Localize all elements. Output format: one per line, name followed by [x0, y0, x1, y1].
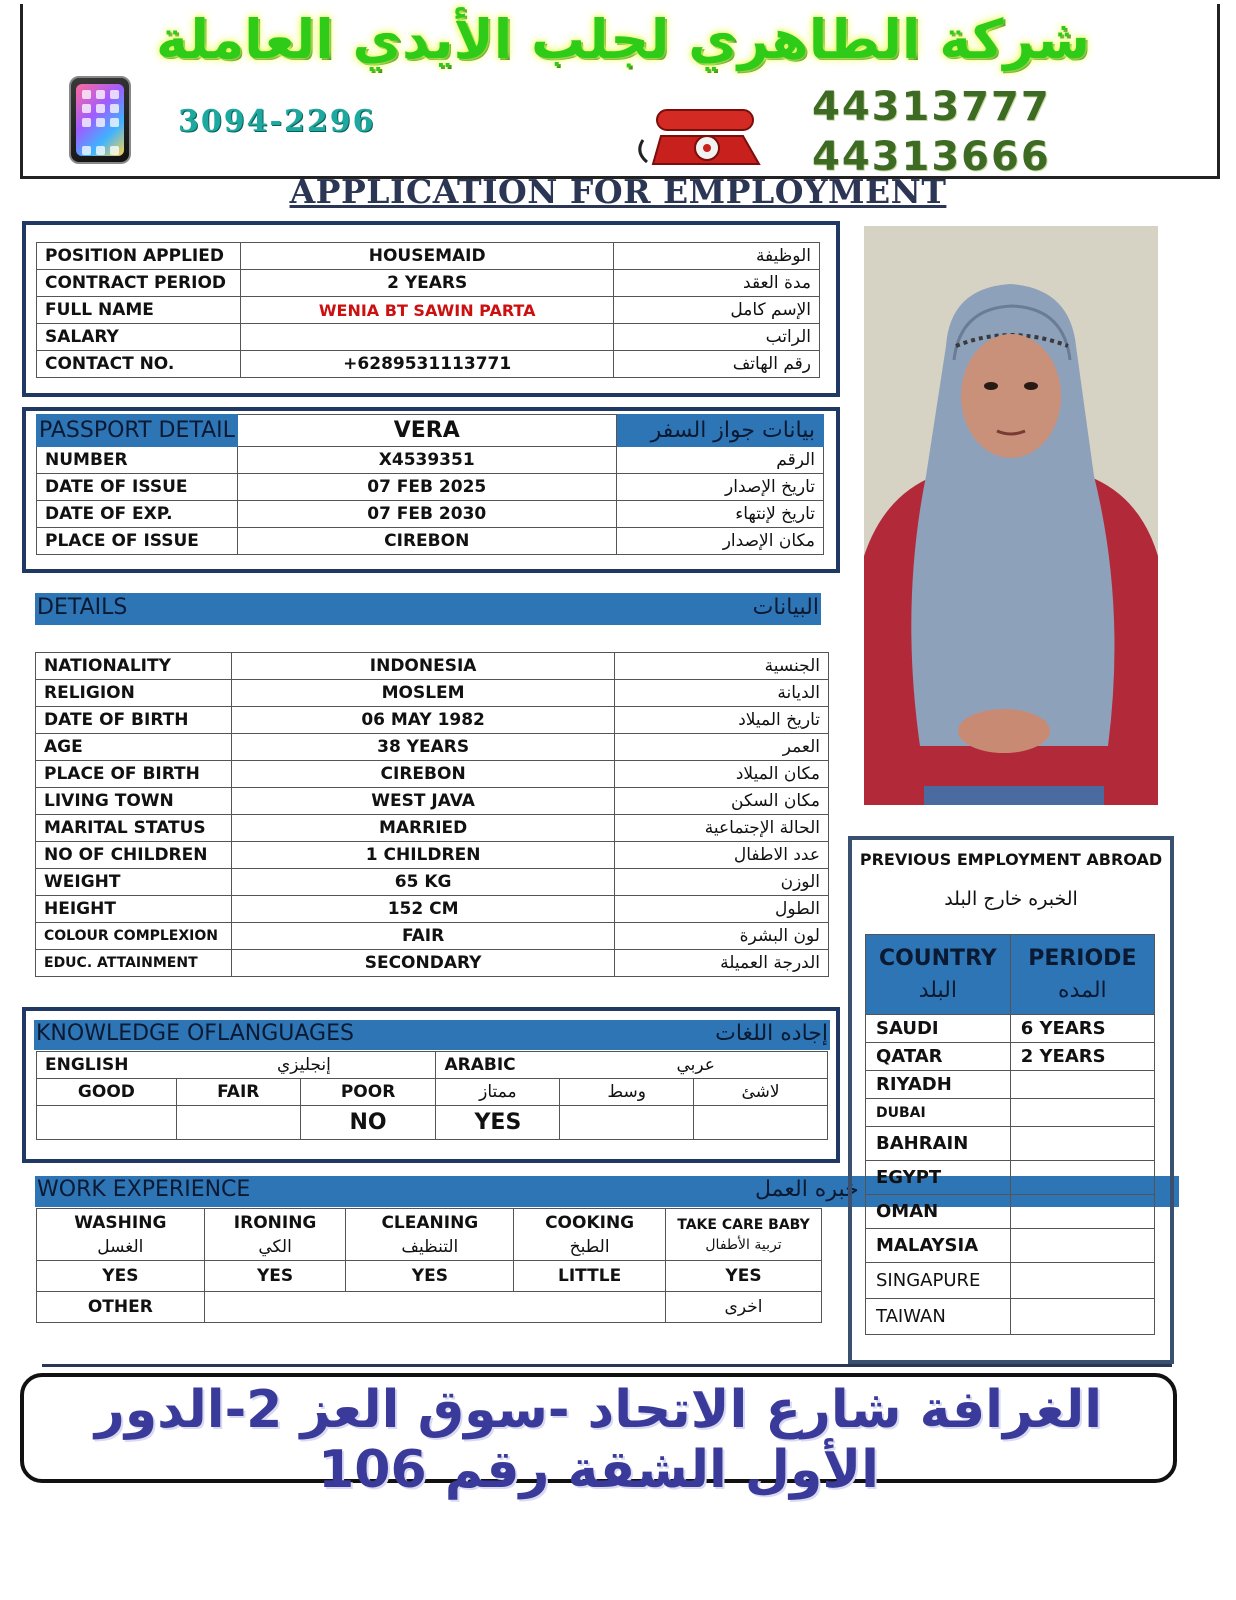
table-row — [36, 896, 829, 923]
level-label: لاشئ — [694, 1079, 828, 1106]
row-value: 2 YEARS — [240, 270, 613, 297]
footer-divider — [42, 1364, 1172, 1367]
mobile-number: 3094-2296 — [178, 104, 376, 139]
table-row — [866, 1127, 1155, 1161]
table-row — [36, 707, 829, 734]
row-value: 06 MAY 1982 — [231, 707, 614, 734]
footer-address: الغرافة شارع الاتحاد -سوق العز 2-الدور الأول الشقة رقم 106 — [94, 1380, 1103, 1500]
period-cell — [1010, 1229, 1154, 1263]
row-label-ar: تاريخ لإنتهاء — [616, 501, 823, 528]
row-value: INDONESIA — [231, 653, 614, 680]
arabic-label-ar: عربي — [676, 1055, 715, 1075]
level-value: YES — [436, 1106, 560, 1140]
country-cell: TAIWAN — [866, 1299, 1011, 1335]
country-column-header — [866, 935, 1011, 1015]
row-label: PLACE OF ISSUE — [37, 528, 238, 555]
period-cell — [1010, 1099, 1154, 1127]
row-label-ar: الدرجة العميلة — [615, 950, 829, 977]
table-row — [866, 1229, 1155, 1263]
period-cell: 2 YEARS — [1010, 1043, 1154, 1071]
row-label-ar: مكان الميلاد — [615, 761, 829, 788]
row-value: HOUSEMAID — [240, 243, 613, 270]
skill-value: YES — [204, 1261, 346, 1292]
table-row — [37, 528, 824, 555]
table-row — [37, 270, 820, 297]
row-value: SECONDARY — [231, 950, 614, 977]
table-row — [37, 1106, 828, 1140]
row-value: MOSLEM — [231, 680, 614, 707]
applicant-photo — [864, 226, 1158, 805]
row-label: CONTRACT PERIOD — [37, 270, 241, 297]
landline-number-1: 44313777 — [812, 84, 1051, 130]
english-label-ar: إنجليزي — [277, 1055, 331, 1075]
skill-label: TAKE CARE BABY — [677, 1216, 810, 1233]
country-cell: EGYPT — [866, 1161, 1011, 1195]
row-label: FULL NAME — [37, 297, 241, 324]
row-value: 07 FEB 2030 — [237, 501, 616, 528]
row-label-ar: الديانة — [615, 680, 829, 707]
previous-employment-title: PREVIOUS EMPLOYMENT ABROAD — [859, 850, 1163, 869]
row-label: HEIGHT — [36, 896, 232, 923]
table-row — [37, 1292, 822, 1323]
skill-value: YES — [346, 1261, 514, 1292]
row-label: SALARY — [37, 324, 241, 351]
english-header — [37, 1052, 436, 1079]
period-cell: 6 YEARS — [1010, 1015, 1154, 1043]
table-row — [36, 734, 829, 761]
row-label: CONTACT NO. — [37, 351, 241, 378]
row-value: 1 CHILDREN — [231, 842, 614, 869]
page-title: APPLICATION FOR EMPLOYMENT — [289, 172, 947, 211]
arabic-header — [436, 1052, 828, 1079]
row-value: 07 FEB 2025 — [237, 474, 616, 501]
table-row — [37, 1261, 822, 1292]
skill-label-ar: تربية الأطفال — [705, 1236, 782, 1253]
country-cell: SINGAPURE — [866, 1263, 1011, 1299]
level-value — [694, 1106, 828, 1140]
passport-header-value: VERA — [237, 415, 616, 447]
level-label: POOR — [300, 1079, 436, 1106]
row-value: FAIR — [231, 923, 614, 950]
other-value — [204, 1292, 665, 1323]
row-label: POSITION APPLIED — [37, 243, 241, 270]
row-label-ar: الراتب — [614, 324, 820, 351]
mobile-phone-icon — [69, 76, 131, 164]
languages-table — [36, 1051, 828, 1140]
table-row — [36, 680, 829, 707]
passport-header-label: PASSPORT DETAIL — [37, 415, 238, 447]
skill-header — [204, 1209, 346, 1261]
row-label: RELIGION — [36, 680, 232, 707]
row-value: CIREBON — [231, 761, 614, 788]
table-row — [36, 815, 829, 842]
level-value — [176, 1106, 300, 1140]
table-row — [866, 1043, 1155, 1071]
languages-header-label: KNOWLEDGE OFLANGUAGES — [36, 1021, 354, 1046]
row-value: X4539351 — [237, 447, 616, 474]
row-label-ar: العمر — [615, 734, 829, 761]
row-label: AGE — [36, 734, 232, 761]
table-row — [37, 447, 824, 474]
company-name: شركة الطاهري لجلب الأيدي العاملة — [155, 8, 1091, 71]
table-row — [36, 923, 829, 950]
skill-label-ar: الغسل — [97, 1236, 144, 1257]
table-row — [866, 1071, 1155, 1099]
table-row — [866, 1299, 1155, 1335]
row-label-ar: عدد الاطفال — [615, 842, 829, 869]
row-label-ar: الطول — [615, 896, 829, 923]
country-cell: MALAYSIA — [866, 1229, 1011, 1263]
skill-label-ar: الطبخ — [569, 1236, 610, 1257]
row-value: WEST JAVA — [231, 788, 614, 815]
passport-table — [36, 414, 824, 555]
table-row — [37, 1079, 828, 1106]
table-row — [866, 1195, 1155, 1229]
period-cell — [1010, 1071, 1154, 1099]
country-cell: BAHRAIN — [866, 1127, 1011, 1161]
period-cell — [1010, 1127, 1154, 1161]
row-value: 152 CM — [231, 896, 614, 923]
table-row — [36, 788, 829, 815]
table-row — [866, 1161, 1155, 1195]
country-cell: SAUDI — [866, 1015, 1011, 1043]
country-cell: QATAR — [866, 1043, 1011, 1071]
period-col-label-ar: المده — [1058, 977, 1107, 1003]
table-row — [37, 243, 820, 270]
languages-header-bar — [34, 1020, 830, 1050]
row-label: WEIGHT — [36, 869, 232, 896]
table-row — [866, 1099, 1155, 1127]
period-cell — [1010, 1299, 1154, 1335]
company-header — [20, 4, 1220, 179]
row-label-ar: لون البشرة — [615, 923, 829, 950]
table-row — [37, 501, 824, 528]
details-header-bar — [35, 593, 821, 625]
skill-label: CLEANING — [381, 1212, 479, 1233]
arabic-label: ARABIC — [444, 1055, 516, 1075]
country-cell: RIYADH — [866, 1071, 1011, 1099]
applicant-photo-image — [864, 226, 1158, 805]
row-label-ar: الوظيفة — [614, 243, 820, 270]
row-label-ar: تاريخ الميلاد — [615, 707, 829, 734]
country-col-label-ar: البلد — [918, 977, 957, 1003]
table-row — [37, 1052, 828, 1079]
row-label-ar: الوزن — [615, 869, 829, 896]
period-column-header — [1010, 935, 1154, 1015]
passport-header-row — [37, 415, 824, 447]
period-cell — [1010, 1161, 1154, 1195]
row-label-ar: مكان السكن — [615, 788, 829, 815]
row-value — [240, 324, 613, 351]
row-label: NUMBER — [37, 447, 238, 474]
country-cell: OMAN — [866, 1195, 1011, 1229]
languages-header-ar: إجاده اللغات — [715, 1021, 828, 1046]
skill-header — [37, 1209, 205, 1261]
details-header-ar: البيانات — [752, 595, 819, 620]
english-label: ENGLISH — [45, 1055, 129, 1075]
row-label-ar: الإسم كامل — [614, 297, 820, 324]
skill-label: IRONING — [233, 1212, 317, 1233]
level-label: FAIR — [176, 1079, 300, 1106]
row-label: NO OF CHILDREN — [36, 842, 232, 869]
table-row — [866, 1263, 1155, 1299]
level-value — [37, 1106, 177, 1140]
row-label: DATE OF BIRTH — [36, 707, 232, 734]
position-table — [36, 242, 820, 378]
skill-label-ar: التنظيف — [401, 1236, 459, 1257]
level-label: ممتاز — [436, 1079, 560, 1106]
row-value: 65 KG — [231, 869, 614, 896]
row-label: NATIONALITY — [36, 653, 232, 680]
level-label: GOOD — [37, 1079, 177, 1106]
skill-header — [665, 1209, 821, 1261]
other-label: OTHER — [37, 1292, 205, 1323]
skill-header — [346, 1209, 514, 1261]
table-row — [37, 351, 820, 378]
table-header-row — [866, 935, 1155, 1015]
period-cell — [1010, 1195, 1154, 1229]
table-row — [37, 297, 820, 324]
row-label: MARITAL STATUS — [36, 815, 232, 842]
skill-label: COOKING — [545, 1212, 635, 1233]
table-row — [36, 869, 829, 896]
table-row — [37, 1209, 822, 1261]
row-label: PLACE OF BIRTH — [36, 761, 232, 788]
previous-employment-table — [865, 934, 1155, 1335]
telephone-icon — [631, 96, 773, 168]
skill-value: LITTLE — [514, 1261, 666, 1292]
row-label: LIVING TOWN — [36, 788, 232, 815]
row-label-ar: تاريخ الإصدار — [616, 474, 823, 501]
level-value — [560, 1106, 694, 1140]
row-label: COLOUR COMPLEXION — [36, 923, 232, 950]
work-table — [36, 1208, 822, 1323]
table-row — [36, 842, 829, 869]
table-row — [36, 653, 829, 680]
row-label-ar: مكان الإصدار — [616, 528, 823, 555]
row-label: DATE OF ISSUE — [37, 474, 238, 501]
skill-value: YES — [37, 1261, 205, 1292]
skill-label-ar: الكي — [258, 1236, 292, 1257]
row-value: MARRIED — [231, 815, 614, 842]
row-value: 38 YEARS — [231, 734, 614, 761]
details-table — [35, 652, 829, 977]
table-row — [37, 474, 824, 501]
row-label-ar: الجنسية — [615, 653, 829, 680]
row-label-ar: الرقم — [616, 447, 823, 474]
row-label: DATE OF EXP. — [37, 501, 238, 528]
full-name-value: WENIA BT SAWIN PARTA — [240, 297, 613, 324]
previous-employment-title-ar: الخبره خارج البلد — [944, 888, 1078, 910]
work-header-label: WORK EXPERIENCE — [37, 1177, 251, 1202]
country-cell: DUBAI — [866, 1099, 1011, 1127]
row-label-ar: الحالة الإجتماعية — [615, 815, 829, 842]
details-header-label: DETAILS — [37, 595, 128, 620]
table-row — [37, 324, 820, 351]
level-value: NO — [300, 1106, 436, 1140]
period-col-label: PERIODE — [1028, 945, 1137, 971]
other-label-ar: اخرى — [665, 1292, 821, 1323]
skill-label: WASHING — [74, 1212, 167, 1233]
landline-number-2: 44313666 — [812, 134, 1051, 180]
table-row — [36, 950, 829, 977]
row-label-ar: رقم الهاتف — [614, 351, 820, 378]
work-header-ar: خبره العمل — [755, 1177, 859, 1202]
skill-value: YES — [665, 1261, 821, 1292]
level-label: وسط — [560, 1079, 694, 1106]
period-cell — [1010, 1263, 1154, 1299]
skill-header — [514, 1209, 666, 1261]
row-label: EDUC. ATTAINMENT — [36, 950, 232, 977]
row-value: +6289531113771 — [240, 351, 613, 378]
row-label-ar: مدة العقد — [614, 270, 820, 297]
country-col-label: COUNTRY — [878, 945, 997, 971]
passport-header-ar: بيانات جواز السفر — [616, 415, 823, 447]
table-row — [866, 1015, 1155, 1043]
row-value: CIREBON — [237, 528, 616, 555]
table-row — [36, 761, 829, 788]
